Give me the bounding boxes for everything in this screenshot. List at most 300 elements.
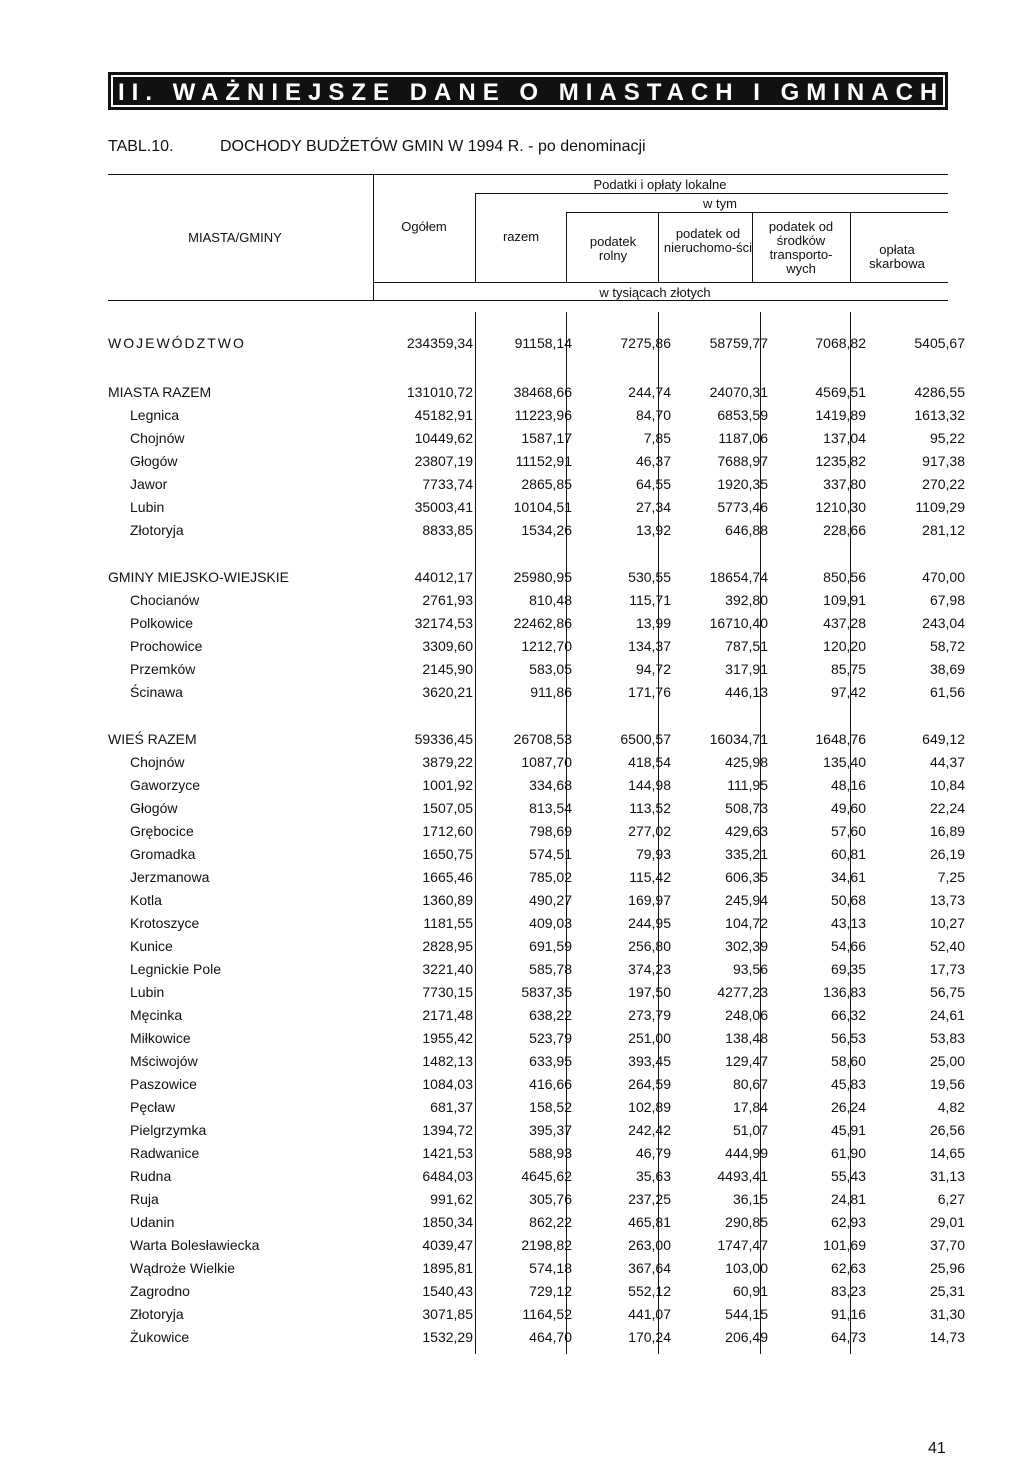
table-row: [108, 1187, 969, 1210]
value-cell: 508,73: [725, 799, 768, 816]
value-cell: 115,71: [629, 591, 671, 608]
header-divider-2: [475, 193, 476, 282]
value-cell: 138,48: [725, 1029, 768, 1046]
value-cell: 24,81: [830, 1190, 866, 1207]
value-cell: 1540,43: [422, 1282, 473, 1299]
header-divider-6: [850, 212, 851, 282]
value-cell: 13,73: [929, 891, 965, 908]
value-cell: 530,55: [628, 568, 671, 585]
value-cell: 10104,51: [513, 498, 572, 515]
value-cell: 4569,51: [815, 383, 866, 400]
row-name: Kunice: [130, 937, 173, 954]
table-row: [108, 1164, 969, 1187]
value-cell: 1648,76: [815, 730, 866, 747]
value-cell: 649,12: [922, 730, 965, 747]
table-row: [108, 1003, 969, 1026]
value-cell: 48,16: [830, 776, 866, 793]
value-cell: 129,47: [725, 1052, 768, 1069]
table-row: [108, 750, 969, 773]
row-name: Chojnów: [130, 753, 185, 770]
value-cell: 52,40: [929, 937, 965, 954]
row-name: Gaworzyce: [130, 776, 201, 793]
value-cell: 136,83: [823, 983, 866, 1000]
value-cell: 1419,89: [815, 406, 866, 423]
page-number: 41: [928, 1440, 946, 1457]
table-row: [108, 819, 969, 842]
row-name: WIEŚ RAZEM: [108, 730, 197, 747]
section-title-banner: II. WAŻNIEJSZE DANE O MIASTACH I GMINACH: [108, 72, 948, 110]
row-name: Przemków: [130, 660, 196, 677]
row-name: Jerzmanowa: [130, 868, 210, 885]
value-cell: 22,24: [929, 799, 965, 816]
value-cell: 31,30: [929, 1305, 965, 1322]
table-row: [108, 565, 969, 588]
header-divider-4: [658, 212, 659, 282]
row-name: Krotoszyce: [130, 914, 200, 931]
value-cell: 264,59: [628, 1075, 671, 1092]
value-cell: 991,62: [430, 1190, 473, 1207]
table-row: [108, 1141, 969, 1164]
value-cell: 56,53: [830, 1029, 866, 1046]
row-name: Wądroże Wielkie: [130, 1259, 236, 1276]
header-bottom-rule: [108, 300, 948, 301]
value-cell: 606,35: [725, 868, 768, 885]
row-name: Męcinka: [130, 1006, 183, 1023]
value-cell: 393,45: [628, 1052, 671, 1069]
value-cell: 206,49: [725, 1328, 768, 1345]
header-oplata: opłata skarbowa: [869, 242, 925, 271]
wtym-rule: [566, 212, 948, 213]
group-rule: [475, 193, 948, 194]
value-cell: 446,13: [725, 683, 768, 700]
table-row: [108, 980, 969, 1003]
row-name: Lubin: [130, 498, 165, 515]
value-cell: 134,37: [628, 637, 671, 654]
data-table: [108, 330, 969, 1348]
value-cell: 43,13: [830, 914, 866, 931]
header-name: MIASTA/GMINY: [188, 230, 282, 245]
value-cell: 392,80: [725, 591, 768, 608]
value-cell: 1109,29: [915, 498, 965, 515]
row-name: Legnickie Pole: [130, 960, 222, 977]
table-row: [108, 611, 969, 634]
value-cell: 1394,72: [422, 1121, 473, 1138]
table-row: [108, 1049, 969, 1072]
table-row: [108, 330, 969, 356]
value-cell: 45,83: [830, 1075, 866, 1092]
value-cell: 437,28: [823, 614, 866, 631]
value-cell: 1665,46: [422, 868, 473, 885]
value-cell: 17,73: [929, 960, 965, 977]
value-cell: 84,70: [635, 406, 671, 423]
value-cell: 243,04: [922, 614, 965, 631]
table-row: [108, 773, 969, 796]
value-cell: 69,35: [830, 960, 866, 977]
value-cell: 4039,47: [422, 1236, 473, 1253]
row-name: Złotoryja: [130, 521, 184, 538]
value-cell: 104,72: [725, 914, 768, 931]
value-cell: 46,79: [635, 1144, 671, 1161]
value-cell: 49,60: [830, 799, 866, 816]
value-cell: 585,78: [529, 960, 572, 977]
header-total: Ogółem: [401, 219, 447, 234]
value-cell: 31,13: [929, 1167, 965, 1184]
value-cell: 367,64: [628, 1259, 671, 1276]
value-cell: 646,88: [725, 521, 768, 538]
value-cell: 25980,95: [513, 568, 572, 585]
value-cell: 13,99: [635, 614, 671, 631]
value-cell: 45182,91: [414, 406, 473, 423]
value-cell: 91,16: [830, 1305, 866, 1322]
value-cell: 23807,19: [414, 452, 473, 469]
value-cell: 14,73: [929, 1328, 965, 1345]
value-cell: 3620,21: [422, 683, 473, 700]
value-cell: 4286,55: [914, 383, 965, 400]
value-cell: 25,00: [929, 1052, 965, 1069]
value-cell: 158,52: [529, 1098, 572, 1115]
value-cell: 50,68: [830, 891, 866, 908]
value-cell: 244,95: [628, 914, 671, 931]
value-cell: 61,56: [929, 683, 965, 700]
row-name: Głogów: [130, 452, 178, 469]
row-name: Złotoryja: [130, 1305, 184, 1322]
spacer-cell: [108, 703, 969, 727]
table-row: [108, 657, 969, 680]
value-cell: 83,23: [830, 1282, 866, 1299]
value-cell: 242,42: [628, 1121, 671, 1138]
value-cell: 58,72: [929, 637, 965, 654]
value-cell: 1212,70: [521, 637, 572, 654]
row-name: Gromadka: [130, 845, 196, 862]
value-cell: 171,76: [628, 683, 671, 700]
value-cell: 464,70: [529, 1328, 572, 1345]
value-cell: 256,80: [628, 937, 671, 954]
value-cell: 113,52: [629, 799, 671, 816]
value-cell: 19,56: [929, 1075, 965, 1092]
table-title: DOCHODY BUDŻETÓW GMIN W 1994 R. - po denominacji: [220, 138, 646, 155]
table-row: [108, 1210, 969, 1233]
value-cell: 53,83: [929, 1029, 965, 1046]
row-name: Udanin: [130, 1213, 175, 1230]
header-razem: razem: [502, 229, 540, 244]
table-row: [108, 1256, 969, 1279]
value-cell: 79,93: [635, 845, 671, 862]
unit-rule: [373, 282, 948, 283]
value-cell: 574,18: [529, 1259, 572, 1276]
value-cell: 5837,35: [521, 983, 572, 1000]
row-name: Prochowice: [130, 637, 203, 654]
value-cell: 197,50: [628, 983, 671, 1000]
value-cell: 22462,86: [513, 614, 572, 631]
value-cell: 638,22: [529, 1006, 572, 1023]
table-row: [108, 842, 969, 865]
header-unit: w tysiącach złotych: [599, 285, 711, 300]
spacer-cell: [108, 356, 969, 380]
value-cell: 2761,93: [422, 591, 473, 608]
value-cell: 10449,62: [414, 429, 473, 446]
value-cell: 785,02: [529, 868, 572, 885]
value-cell: 1712,60: [422, 822, 473, 839]
value-cell: 7730,15: [422, 983, 473, 1000]
row-name: Chojnów: [130, 429, 185, 446]
table-row: [108, 634, 969, 657]
value-cell: 248,06: [725, 1006, 768, 1023]
value-cell: 45,91: [830, 1121, 866, 1138]
value-cell: 1650,75: [422, 845, 473, 862]
value-cell: 3309,60: [422, 637, 473, 654]
row-name: Żukowice: [130, 1328, 190, 1345]
table-label: TABL.10.: [108, 138, 174, 155]
value-cell: 7275,86: [620, 335, 671, 351]
value-cell: 1532,29: [422, 1328, 473, 1345]
value-cell: 169,97: [628, 891, 671, 908]
row-name: Miłkowice: [130, 1029, 191, 1046]
value-cell: 409,03: [529, 914, 572, 931]
value-cell: 25,96: [929, 1259, 965, 1276]
row-name: GMINY MIEJSKO-WIEJSKIE: [108, 568, 289, 585]
value-cell: 131010,72: [406, 383, 473, 400]
value-cell: 46,37: [635, 452, 671, 469]
value-cell: 6853,59: [717, 406, 768, 423]
value-cell: 1187,06: [718, 429, 768, 446]
value-cell: 245,94: [725, 891, 768, 908]
value-cell: 109,91: [823, 591, 866, 608]
value-cell: 465,81: [628, 1213, 671, 1230]
value-cell: 66,32: [830, 1006, 866, 1023]
value-cell: 429,63: [725, 822, 768, 839]
value-cell: 3071,85: [422, 1305, 473, 1322]
row-name: Lubin: [130, 983, 165, 1000]
value-cell: 11152,91: [515, 452, 572, 469]
value-cell: 24070,31: [709, 383, 768, 400]
table-row: [108, 1302, 969, 1325]
table-row: [108, 1325, 969, 1348]
value-cell: 64,55: [635, 475, 671, 492]
value-cell: 418,54: [628, 753, 671, 770]
value-cell: 6484,03: [422, 1167, 473, 1184]
value-cell: 16034,71: [709, 730, 768, 747]
value-cell: 36,15: [732, 1190, 768, 1207]
value-cell: 544,15: [725, 1305, 768, 1322]
row-name: Kotla: [130, 891, 162, 908]
value-cell: 26708,53: [513, 730, 572, 747]
value-cell: 67,98: [929, 591, 965, 608]
value-cell: 120,20: [823, 637, 866, 654]
table-row: [108, 796, 969, 819]
value-cell: 1421,53: [422, 1144, 473, 1161]
value-cell: 251,00: [628, 1029, 671, 1046]
value-cell: 144,98: [628, 776, 671, 793]
value-cell: 6,27: [937, 1190, 965, 1207]
row-name: Rudna: [130, 1167, 172, 1184]
row-name: WOJEWÓDZTWO: [108, 335, 246, 351]
value-cell: 374,23: [628, 960, 671, 977]
row-name: Mściwojów: [130, 1052, 198, 1069]
value-cell: 1534,26: [521, 521, 572, 538]
value-cell: 277,02: [628, 822, 671, 839]
table-row: [108, 888, 969, 911]
spacer-cell: [108, 541, 969, 565]
value-cell: 13,92: [635, 521, 671, 538]
table-row: [108, 472, 969, 495]
value-cell: 917,38: [922, 452, 965, 469]
value-cell: 1850,34: [422, 1213, 473, 1230]
value-cell: 57,60: [830, 822, 866, 839]
value-cell: 850,56: [823, 568, 866, 585]
value-cell: 17,84: [732, 1098, 768, 1115]
table-row: [108, 1118, 969, 1141]
row-name: Ścinawa: [130, 683, 183, 700]
value-cell: 5405,67: [914, 335, 965, 351]
value-cell: 95,22: [929, 429, 965, 446]
spacer-row: [108, 541, 969, 565]
value-cell: 1955,42: [422, 1029, 473, 1046]
value-cell: 34,61: [830, 868, 866, 885]
row-name: Grębocice: [130, 822, 194, 839]
value-cell: 62,63: [830, 1259, 866, 1276]
value-cell: 444,99: [725, 1144, 768, 1161]
table-row: [108, 403, 969, 426]
value-cell: 103,00: [725, 1259, 768, 1276]
table-row: [108, 911, 969, 934]
value-cell: 38468,66: [513, 383, 572, 400]
value-cell: 1507,05: [422, 799, 473, 816]
value-cell: 101,69: [823, 1236, 866, 1253]
table-row: [108, 1026, 969, 1049]
table-row: [108, 934, 969, 957]
value-cell: 416,66: [529, 1075, 572, 1092]
value-cell: 335,21: [725, 845, 768, 862]
value-cell: 59336,45: [414, 730, 473, 747]
row-name: Chocianów: [130, 591, 200, 608]
value-cell: 681,37: [430, 1098, 473, 1115]
table-caption: [108, 138, 646, 156]
value-cell: 51,07: [732, 1121, 768, 1138]
value-cell: 58,60: [830, 1052, 866, 1069]
value-cell: 7688,97: [717, 452, 768, 469]
value-cell: 44,37: [929, 753, 965, 770]
value-cell: 798,69: [529, 822, 572, 839]
row-name: Zagrodno: [130, 1282, 190, 1299]
row-name: Jawor: [130, 475, 168, 492]
row-name: Ruja: [130, 1190, 159, 1207]
value-cell: 7733,74: [422, 475, 473, 492]
row-name: Głogów: [130, 799, 178, 816]
value-cell: 281,12: [922, 521, 965, 538]
value-cell: 25,31: [929, 1282, 965, 1299]
table-row: [108, 865, 969, 888]
value-cell: 38,69: [929, 660, 965, 677]
value-cell: 1482,13: [422, 1052, 473, 1069]
value-cell: 4,82: [937, 1098, 965, 1115]
value-cell: 85,75: [830, 660, 866, 677]
value-cell: 1747,47: [717, 1236, 768, 1253]
value-cell: 16710,40: [709, 614, 768, 631]
row-name: Polkowice: [130, 614, 194, 631]
value-cell: 1587,17: [521, 429, 572, 446]
value-cell: 115,42: [629, 868, 671, 885]
value-cell: 170,24: [628, 1328, 671, 1345]
value-cell: 26,19: [929, 845, 965, 862]
value-cell: 26,24: [830, 1098, 866, 1115]
value-cell: 97,42: [830, 683, 866, 700]
value-cell: 270,22: [922, 475, 965, 492]
value-cell: 810,48: [529, 591, 572, 608]
value-cell: 2198,82: [521, 1236, 572, 1253]
header-divider-3: [566, 212, 567, 282]
value-cell: 334,68: [529, 776, 572, 793]
value-cell: 29,01: [929, 1213, 965, 1230]
value-cell: 26,56: [929, 1121, 965, 1138]
header-nieruch: podatek od nieruchomo-ści: [663, 226, 753, 255]
value-cell: 6500,57: [620, 730, 671, 747]
value-cell: 3879,22: [422, 753, 473, 770]
value-cell: 911,86: [530, 683, 572, 700]
value-cell: 263,00: [628, 1236, 671, 1253]
value-cell: 64,73: [830, 1328, 866, 1345]
value-cell: 552,12: [628, 1282, 671, 1299]
table-row: [108, 1233, 969, 1256]
value-cell: 273,79: [628, 1006, 671, 1023]
header-top-rule: [108, 174, 948, 175]
table-row: [108, 518, 969, 541]
value-cell: 337,80: [823, 475, 866, 492]
value-cell: 137,04: [823, 429, 866, 446]
value-cell: 1001,92: [422, 776, 473, 793]
header-divider-1: [373, 174, 374, 301]
table-row: [108, 957, 969, 980]
value-cell: 94,72: [635, 660, 671, 677]
row-name: Radwanice: [130, 1144, 200, 1161]
value-cell: 1210,30: [815, 498, 866, 515]
value-cell: 1920,35: [717, 475, 768, 492]
value-cell: 1235,82: [815, 452, 866, 469]
value-cell: 813,54: [529, 799, 572, 816]
row-name: Pęcław: [130, 1098, 176, 1115]
table-row: [108, 1072, 969, 1095]
value-cell: 234359,34: [406, 335, 473, 351]
row-name: Warta Bolesławiecka: [130, 1236, 260, 1253]
value-cell: 290,85: [725, 1213, 768, 1230]
value-cell: 395,37: [529, 1121, 572, 1138]
value-cell: 11223,96: [514, 406, 572, 423]
value-cell: 2865,85: [521, 475, 572, 492]
row-name: Legnica: [130, 406, 180, 423]
table-row: [108, 449, 969, 472]
row-name: MIASTA RAZEM: [108, 383, 212, 400]
value-cell: 633,95: [529, 1052, 572, 1069]
value-cell: 1895,81: [422, 1259, 473, 1276]
value-cell: 24,61: [929, 1006, 965, 1023]
value-cell: 135,40: [823, 753, 866, 770]
value-cell: 862,22: [529, 1213, 572, 1230]
value-cell: 4645,62: [521, 1167, 572, 1184]
table-row: [108, 1095, 969, 1118]
value-cell: 2171,48: [422, 1006, 473, 1023]
table-row: [108, 380, 969, 403]
value-cell: 787,51: [725, 637, 768, 654]
table-row: [108, 727, 969, 750]
value-cell: 425,98: [725, 753, 768, 770]
value-cell: 58759,77: [709, 335, 768, 351]
value-cell: 1360,89: [422, 891, 473, 908]
value-cell: 729,12: [529, 1282, 572, 1299]
header-srodkow: podatek od środków transporto-wych: [768, 219, 834, 276]
value-cell: 1087,70: [521, 753, 572, 770]
value-cell: 7,85: [643, 429, 671, 446]
value-cell: 91158,14: [514, 335, 572, 351]
value-cell: 583,05: [529, 660, 572, 677]
